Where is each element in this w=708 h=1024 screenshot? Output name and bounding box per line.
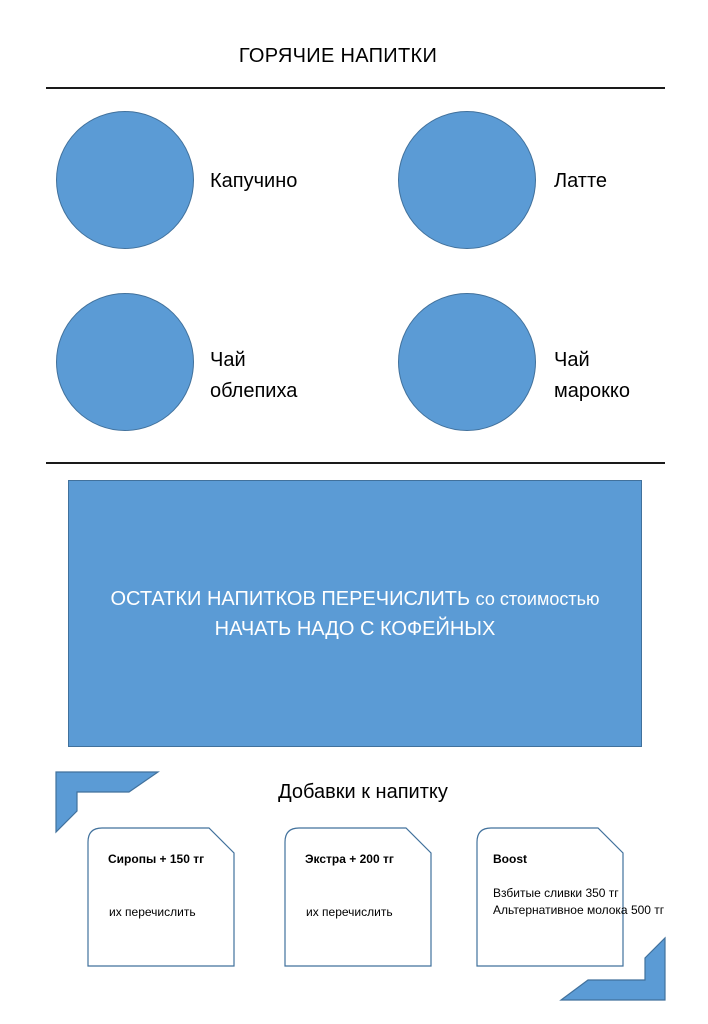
addon-card-extra	[285, 828, 431, 966]
addon-card-boost	[477, 828, 693, 966]
addon-card-syrups-title: Сиропы + 150 тг	[108, 852, 205, 866]
drink-label-sea-buckthorn-tea: Чай облепиха	[210, 349, 298, 402]
addon-card-syrups-line: их перечислить	[109, 905, 196, 919]
banner-line-2: НАЧАТЬ НАДО С КОФЕЙНЫХ	[214, 617, 496, 640]
addon-card-boost-line-2: Альтернативное молока 500 тг	[493, 903, 665, 917]
addon-card-syrups	[88, 828, 234, 966]
addon-card-extra-title: Экстра + 200 тг	[305, 852, 394, 866]
banner-line-1-small: со стоимостью	[475, 588, 600, 609]
addon-card-boost-line-1: Взбитые сливки 350 тг	[493, 886, 619, 900]
drink-label-cappuccino: Капучино	[210, 170, 298, 192]
page-title: ГОРЯЧИЕ НАПИТКИ	[238, 45, 438, 67]
drink-label-moroccan-tea: Чай марокко	[554, 349, 630, 402]
addon-card-extra-line: их перечислить	[306, 905, 393, 919]
addon-card-boost-title: Boost	[493, 852, 527, 866]
banner-line-1-main: ОСТАТКИ НАПИТКОВ ПЕРЕЧИСЛИТЬ	[110, 587, 471, 610]
drink-label-latte: Латте	[554, 170, 608, 192]
addons-title: Добавки к напитку	[278, 781, 448, 803]
